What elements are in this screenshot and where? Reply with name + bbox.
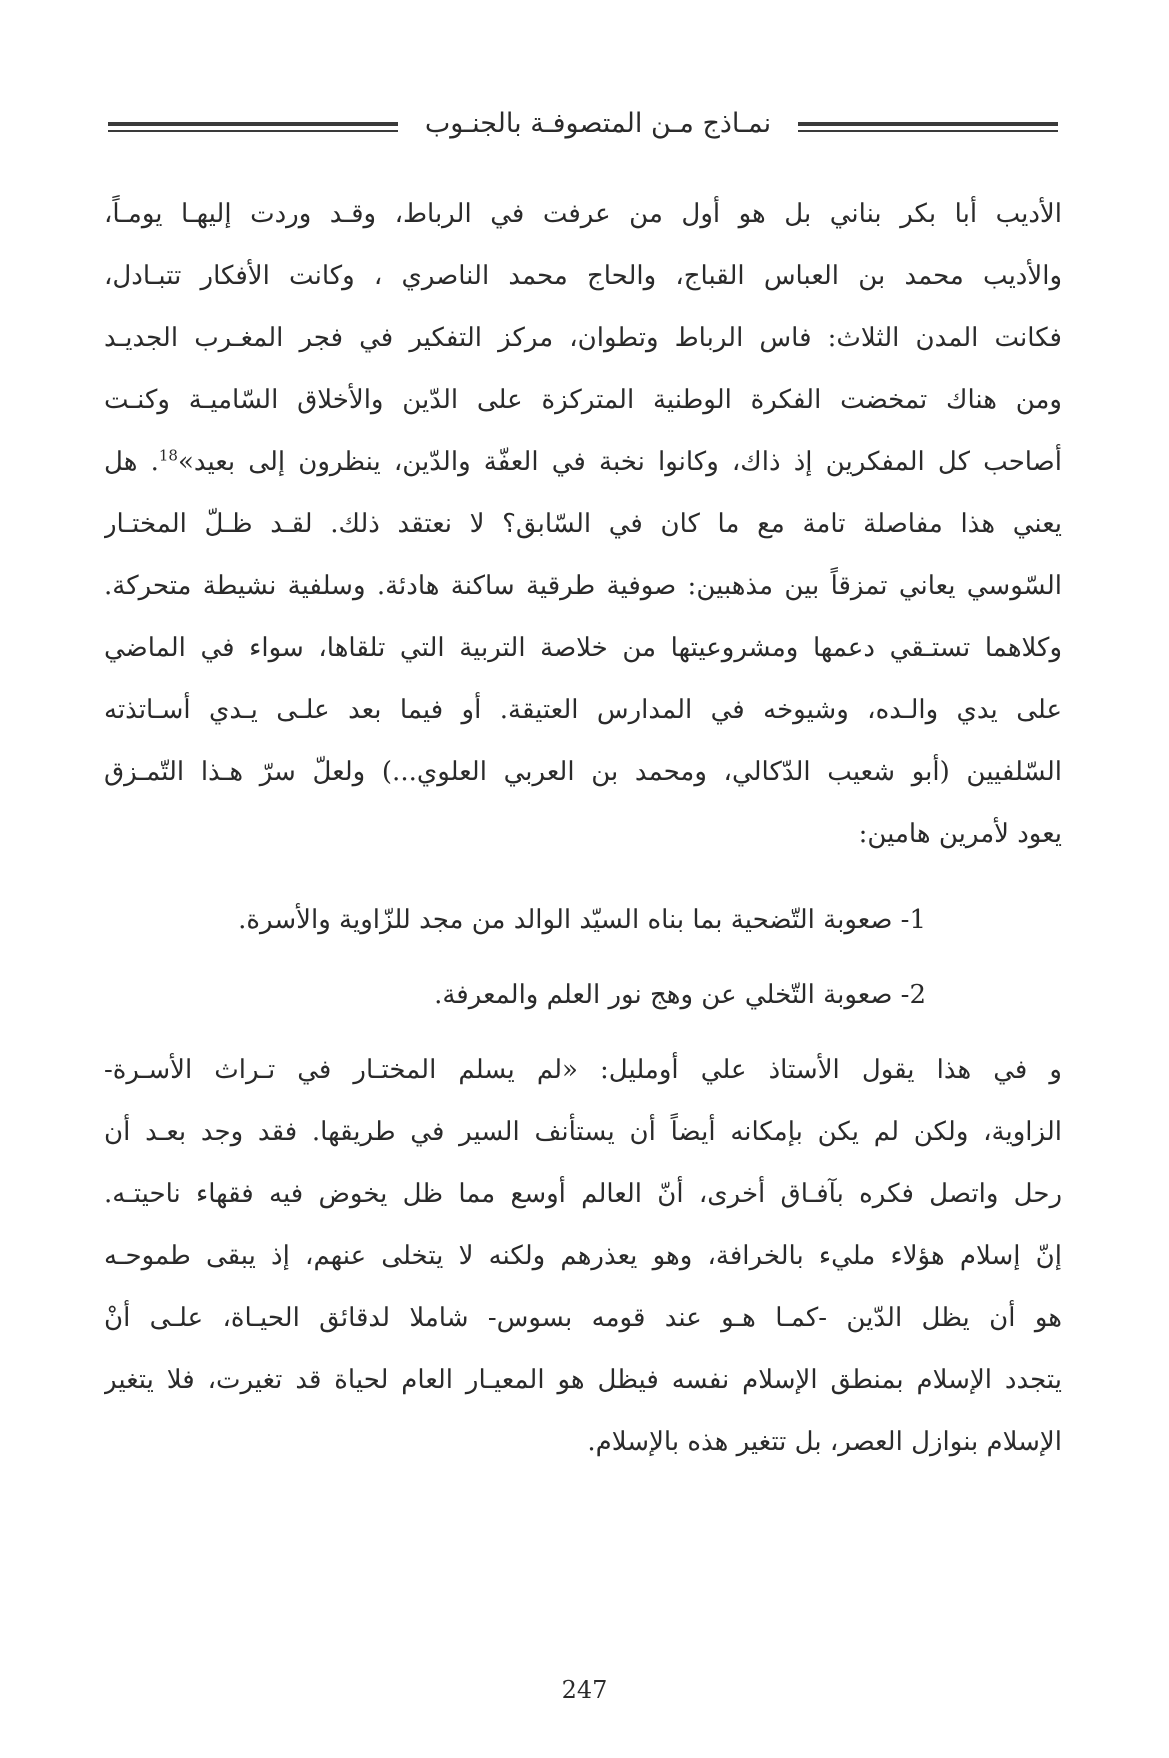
paragraph-line-with-footnote (104, 440, 1062, 502)
paragraph-line: رحل واتصل فكره بآفـاق أخرى، أنّ العالم أوسع مما ظل يخوض فيه فقهاء ناحيتـه. (104, 1179, 1062, 1209)
header-rule-right (798, 122, 1058, 132)
paragraph-line: السّلفيين (أبو شعيب الدّكالي، ومحمد بن العربي العلوي...) ولعلّ سرّ هـذا التّمـزق (104, 757, 1062, 787)
header-rule-left (108, 122, 398, 132)
paragraph-line: الأديب أبا بكر بناني بل هو أول من عرفت في الرباط، وقـد وردت إليهـا يومـاً، (104, 199, 1062, 229)
paragraph-line: فكانت المدن الثلاث: فاس الرباط وتطوان، مركز التفكير في فجر المغـرب الجديـد (104, 323, 1062, 353)
paragraph-line: هو أن يظل الدّين -كمـا هـو عند قومه بسوس- شاملا لدقائق الحيـاة، علـى أنْ (104, 1303, 1062, 1333)
page-number: 247 (561, 1676, 608, 1704)
header-title: نمـاذج مـن المتصوفـة بالجنـوب (424, 108, 772, 139)
paragraph-line: و في هذا يقول الأستاذ علي أومليل: «لم يسلم المختـار في تـراث الأسـرة- (104, 1055, 1062, 1085)
paragraph-line: يتجدد الإسلام بمنطق الإسلام نفسه فيظل هو المعيـار العام لحياة قد تغيرت، فلا يتغير (104, 1365, 1062, 1395)
footnote-ref: 18 (158, 446, 178, 465)
paragraph-line: السّوسي يعاني تمزقاً بين مذهبين: صوفية طرقية ساكنة هادئة. وسلفية نشيطة متحركة. (104, 571, 1062, 601)
paragraph-line: ومن هناك تمخضت الفكرة الوطنية المتركزة على الدّين والأخلاق السّاميـة وكنـت (104, 385, 1062, 415)
line-text: أصاحب كل المفكرين إذ ذاك، وكانوا نخبة في العفّة والدّين، ينظرون إلى بعيد» (177, 447, 1062, 477)
line-tail: . هل (104, 447, 159, 477)
list-item: 1- صعوبة التّضحية بما بناه السيّد الوالد من مجد للزّاوية والأسرة. (238, 905, 926, 935)
paragraph-line: يعود لأمرين هامين: (858, 819, 1062, 849)
paragraph-line: الإسلام بنوازل العصر، بل تتغير هذه بالإسلام. (587, 1427, 1062, 1457)
paragraph-line: وكلاهما تستـقي دعمها ومشروعيتها من خلاصة التربية التي تلقاها، سواء في الماضي (104, 633, 1062, 663)
body-text (104, 192, 1062, 1482)
list-item: 2- صعوبة التّخلي عن وهج نور العلم والمعرفة. (434, 980, 926, 1010)
paragraph-line: الزاوية، ولكن لم يكن بإمكانه أيضاً أن يستأنف السير في طريقها. فقد وجد بعـد أن (104, 1117, 1062, 1147)
running-header (108, 108, 1058, 148)
paragraph-line: والأديب محمد بن العباس القباج، والحاج محمد الناصري ، وكانت الأفكار تتبـادل، (104, 261, 1062, 291)
paragraph-line: إنّ إسلام هؤلاء مليء بالخرافة، وهو يعذرهم ولكنه لا يتخلى عنهم، إذ يبقى طموحـه (104, 1241, 1062, 1271)
paragraph-line: على يدي والـده، وشيوخه في المدارس العتيقة. أو فيما بعد علـى يـدي أسـاتذته (104, 695, 1062, 725)
paragraph-line: يعني هذا مفاصلة تامة مع ما كان في السّابق؟ لا نعتقد ذلك. لقـد ظـلّ المختـار (104, 509, 1062, 539)
